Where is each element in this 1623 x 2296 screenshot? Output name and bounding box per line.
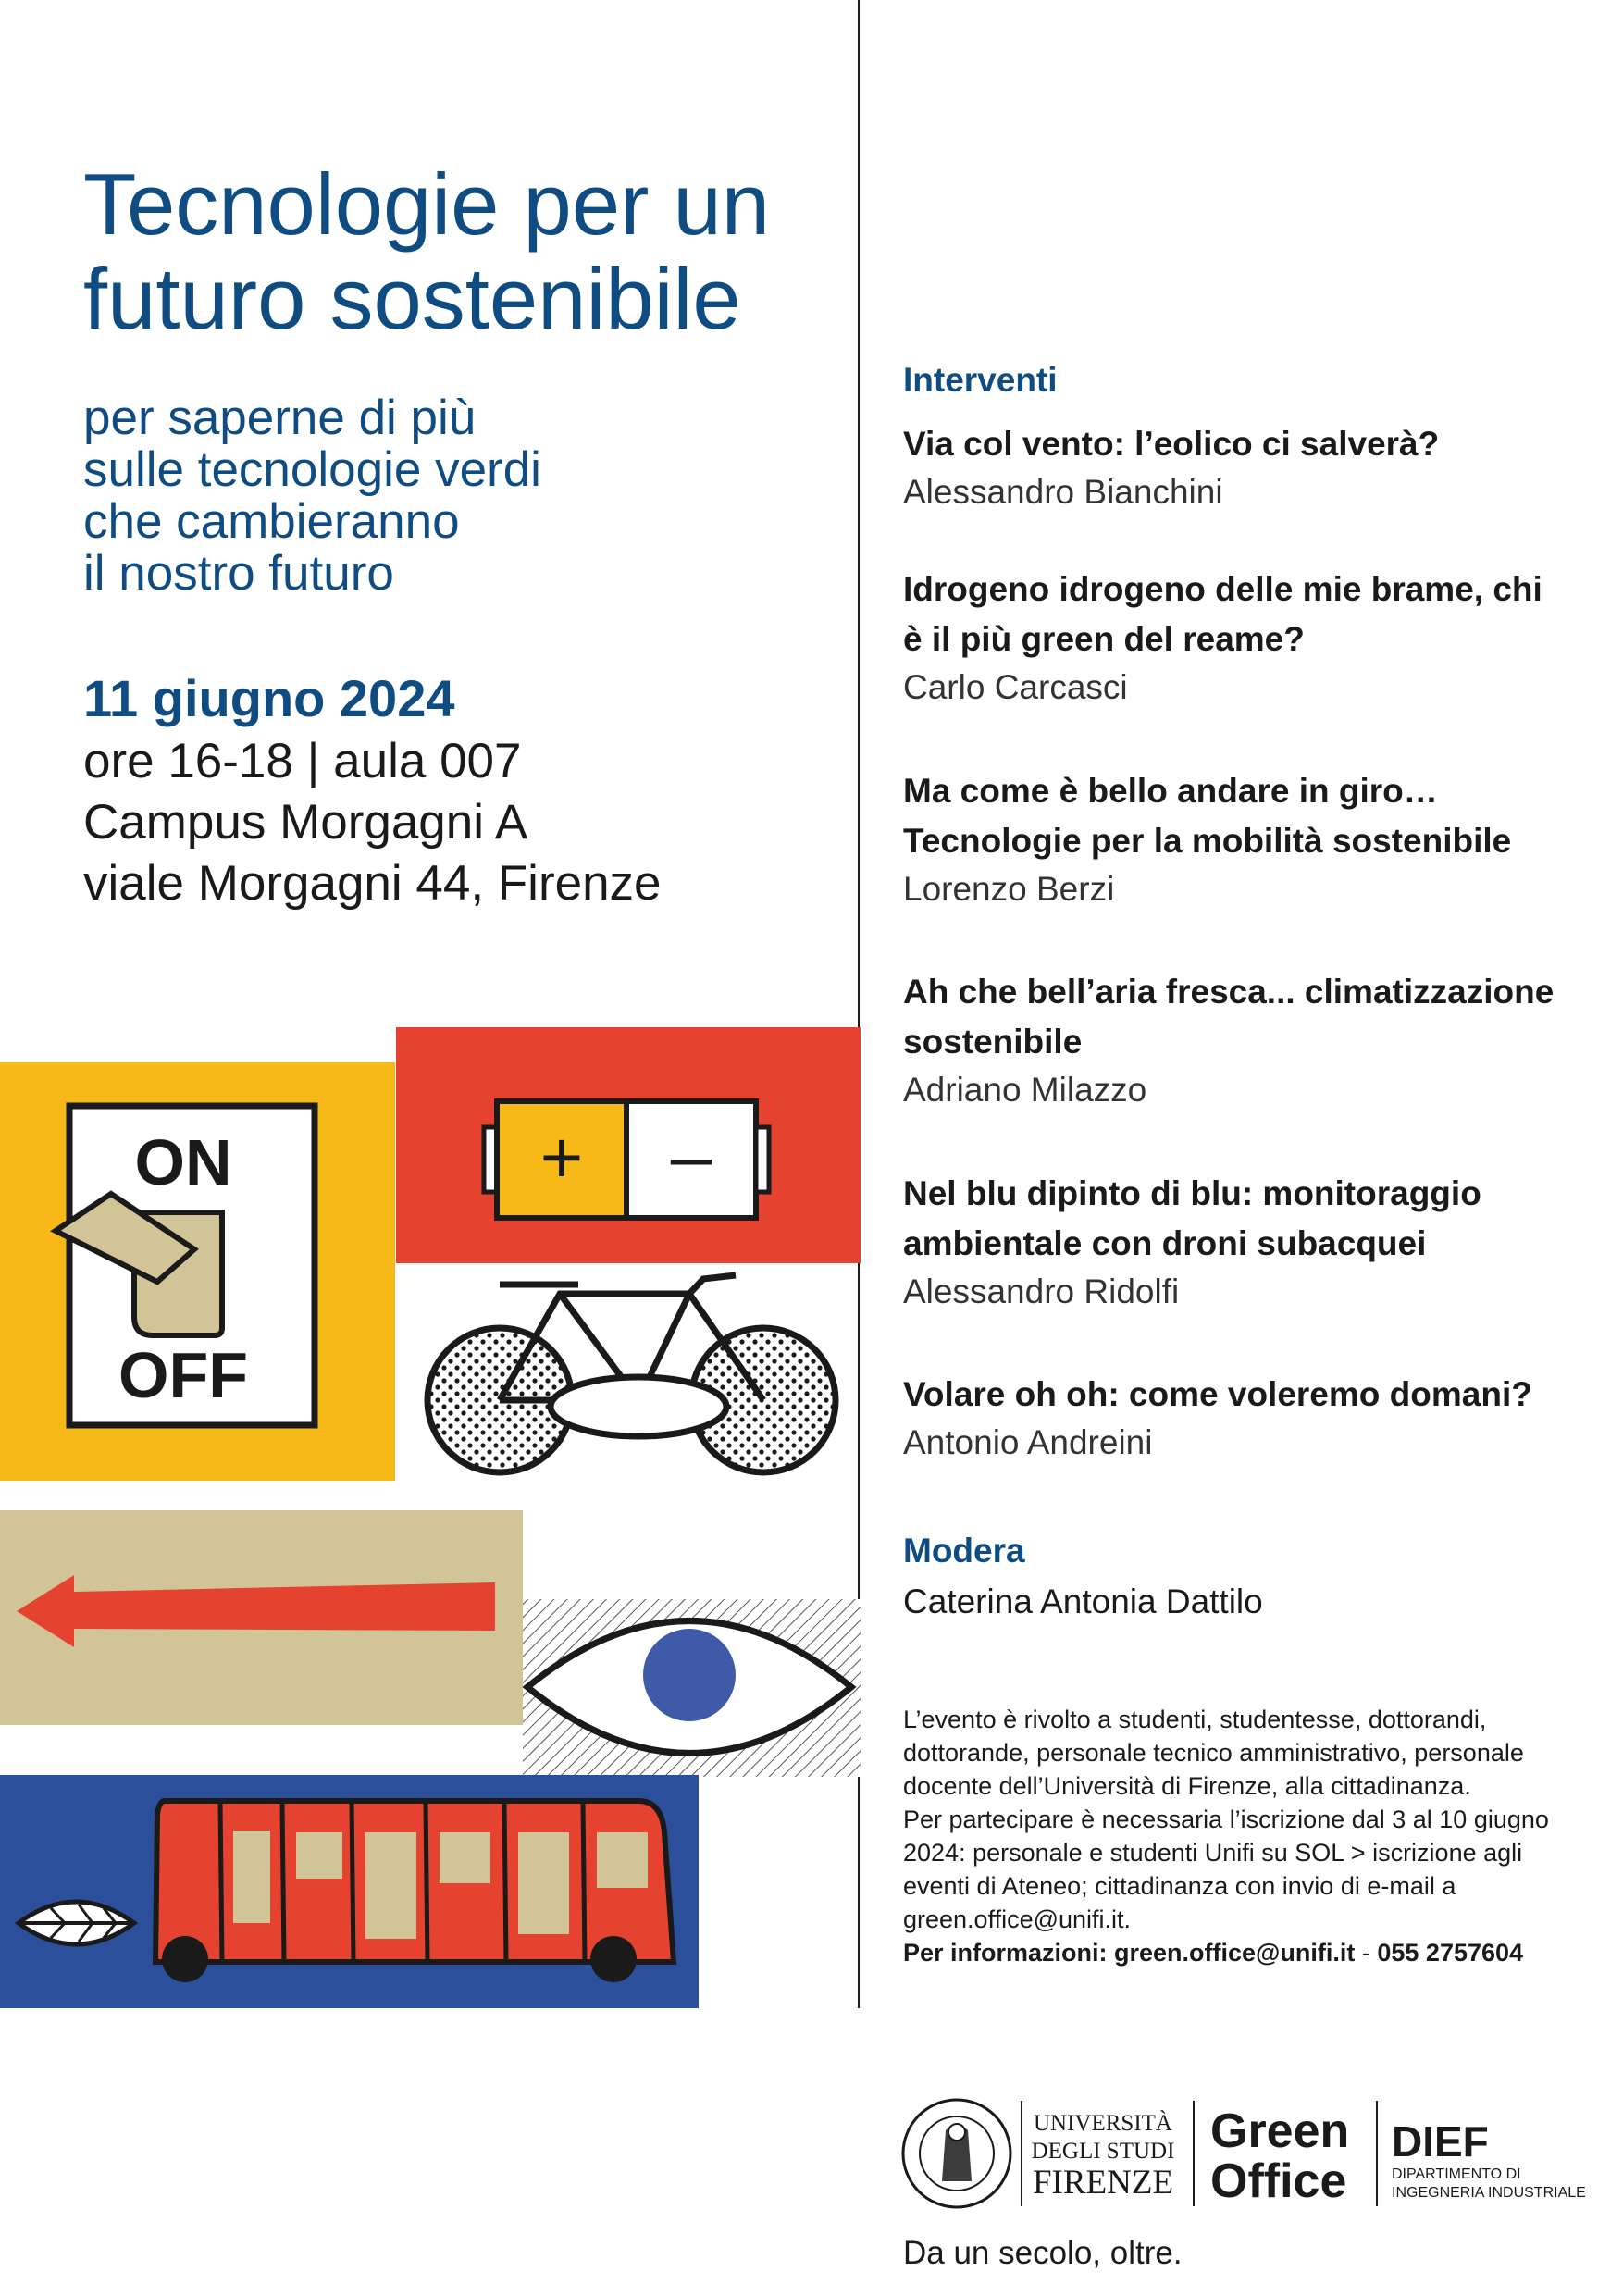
- unifi-seal-icon: [903, 2100, 1010, 2207]
- talk-2: [903, 565, 1579, 707]
- info-contact-label: Per informazioni: green.office@unifi.it: [903, 1939, 1356, 1967]
- battery-icon: [484, 1101, 769, 1218]
- talk-speaker: Lorenzo Berzi: [903, 870, 1115, 908]
- talk-title: Nel blu dipinto di blu: monitoraggio ambientale con droni subacquei: [903, 1174, 1481, 1262]
- bus-icon: [155, 1801, 674, 1982]
- event-campus: Campus Morgagni A: [83, 795, 528, 850]
- info-contact-separator: -: [1355, 1939, 1378, 1967]
- info-contact-phone: 055 2757604: [1377, 1939, 1524, 1967]
- talk-title: Volare oh oh: come voleremo domani?: [903, 1375, 1532, 1413]
- title-line-2: futuro sostenibile: [83, 250, 741, 347]
- talk-speaker: Carlo Carcasci: [903, 668, 1128, 706]
- talk-6: [903, 1370, 1579, 1462]
- subtitle-line-1: per saperne di più: [83, 391, 477, 445]
- battery-plus-label: +: [539, 1116, 584, 1198]
- tagline: Da un secolo, oltre.: [903, 2235, 1183, 2271]
- page-title: [83, 157, 879, 346]
- bicycle-icon: [427, 1275, 836, 1472]
- event-time: ore 16-18: [83, 734, 293, 788]
- dief-full-line-1: DIPARTIMENTO DI: [1392, 2166, 1521, 2182]
- info-block: [903, 1703, 1551, 1969]
- event-room: aula 007: [333, 734, 522, 788]
- talk-4: [903, 967, 1579, 1110]
- talk-title: Ma come è bello andare in giro… Tecnologie per la mobilità sostenibile: [903, 772, 1512, 860]
- dief-name: DIEF: [1392, 2117, 1489, 2166]
- battery-minus-label: –: [670, 1114, 712, 1197]
- talk-5: [903, 1169, 1579, 1311]
- info-audience: L’evento è rivolto a studenti, studentesse, dottorandi, dottorande, personale tecnico amministrativo, personale docente dell’Università di Firenze, alla cittadinanza.: [903, 1706, 1524, 1800]
- title-line-1: Tecnologie per un: [83, 155, 771, 253]
- event-location: [83, 731, 662, 914]
- unifi-line-3: FIRENZE: [1032, 2164, 1174, 2202]
- partner-logos: [899, 2093, 1603, 2214]
- event-address: viale Morgagni 44, Firenze: [83, 856, 662, 911]
- program-heading: Interventi: [903, 361, 1058, 399]
- talk-title: Via col vento: l’eolico ci salverà?: [903, 425, 1440, 463]
- subtitle: [83, 392, 879, 600]
- talk-1: [903, 419, 1579, 512]
- moderator-heading: Modera: [903, 1532, 1025, 1570]
- talk-title: Idrogeno idrogeno delle mie brame, chi è il più green del reame?: [903, 570, 1542, 658]
- talk-3: [903, 766, 1579, 909]
- info-registration: Per partecipare è necessaria l’iscrizione dal 3 al 10 giugno 2024: personale e studenti Unifi su SOL > iscrizione agli eventi di Ateneo; cittadinanza con invio di e-mail a green.office@unifi.it.: [903, 1806, 1549, 1933]
- unifi-line-1: UNIVERSITÀ: [1034, 2111, 1172, 2136]
- info-contact: [903, 1936, 1551, 1969]
- green-office-line-2: Office: [1210, 2154, 1347, 2208]
- moderator-name: Caterina Antonia Dattilo: [903, 1582, 1263, 1620]
- talk-speaker: Adriano Milazzo: [903, 1071, 1147, 1109]
- switch-off-label: OFF: [118, 1339, 248, 1411]
- event-date: 11 giugno 2024: [83, 669, 455, 727]
- event-time-room: [83, 731, 662, 792]
- subtitle-line-3: che cambieranno: [83, 494, 460, 549]
- logos-strip: [899, 2093, 1603, 2214]
- dief-full-line-2: INGEGNERIA INDUSTRIALE: [1392, 2185, 1586, 2201]
- green-office-line-1: Green: [1210, 2104, 1350, 2158]
- unifi-line-2: DEGLI STUDI: [1031, 2139, 1175, 2164]
- talk-speaker: Alessandro Ridolfi: [903, 1272, 1180, 1310]
- illustration-panel: [0, 1027, 861, 2008]
- power-switch-icon: [56, 1106, 315, 1425]
- subtitle-line-2: sulle tecnologie verdi: [83, 442, 541, 497]
- switch-on-label: ON: [134, 1126, 232, 1198]
- talk-speaker: Antonio Andreini: [903, 1423, 1153, 1461]
- event-separator: |: [306, 734, 320, 788]
- talk-speaker: Alessandro Bianchini: [903, 473, 1223, 511]
- talk-title: Ah che bell’aria fresca... climatizzazione sostenibile: [903, 973, 1555, 1061]
- subtitle-line-4: il nostro futuro: [83, 546, 394, 601]
